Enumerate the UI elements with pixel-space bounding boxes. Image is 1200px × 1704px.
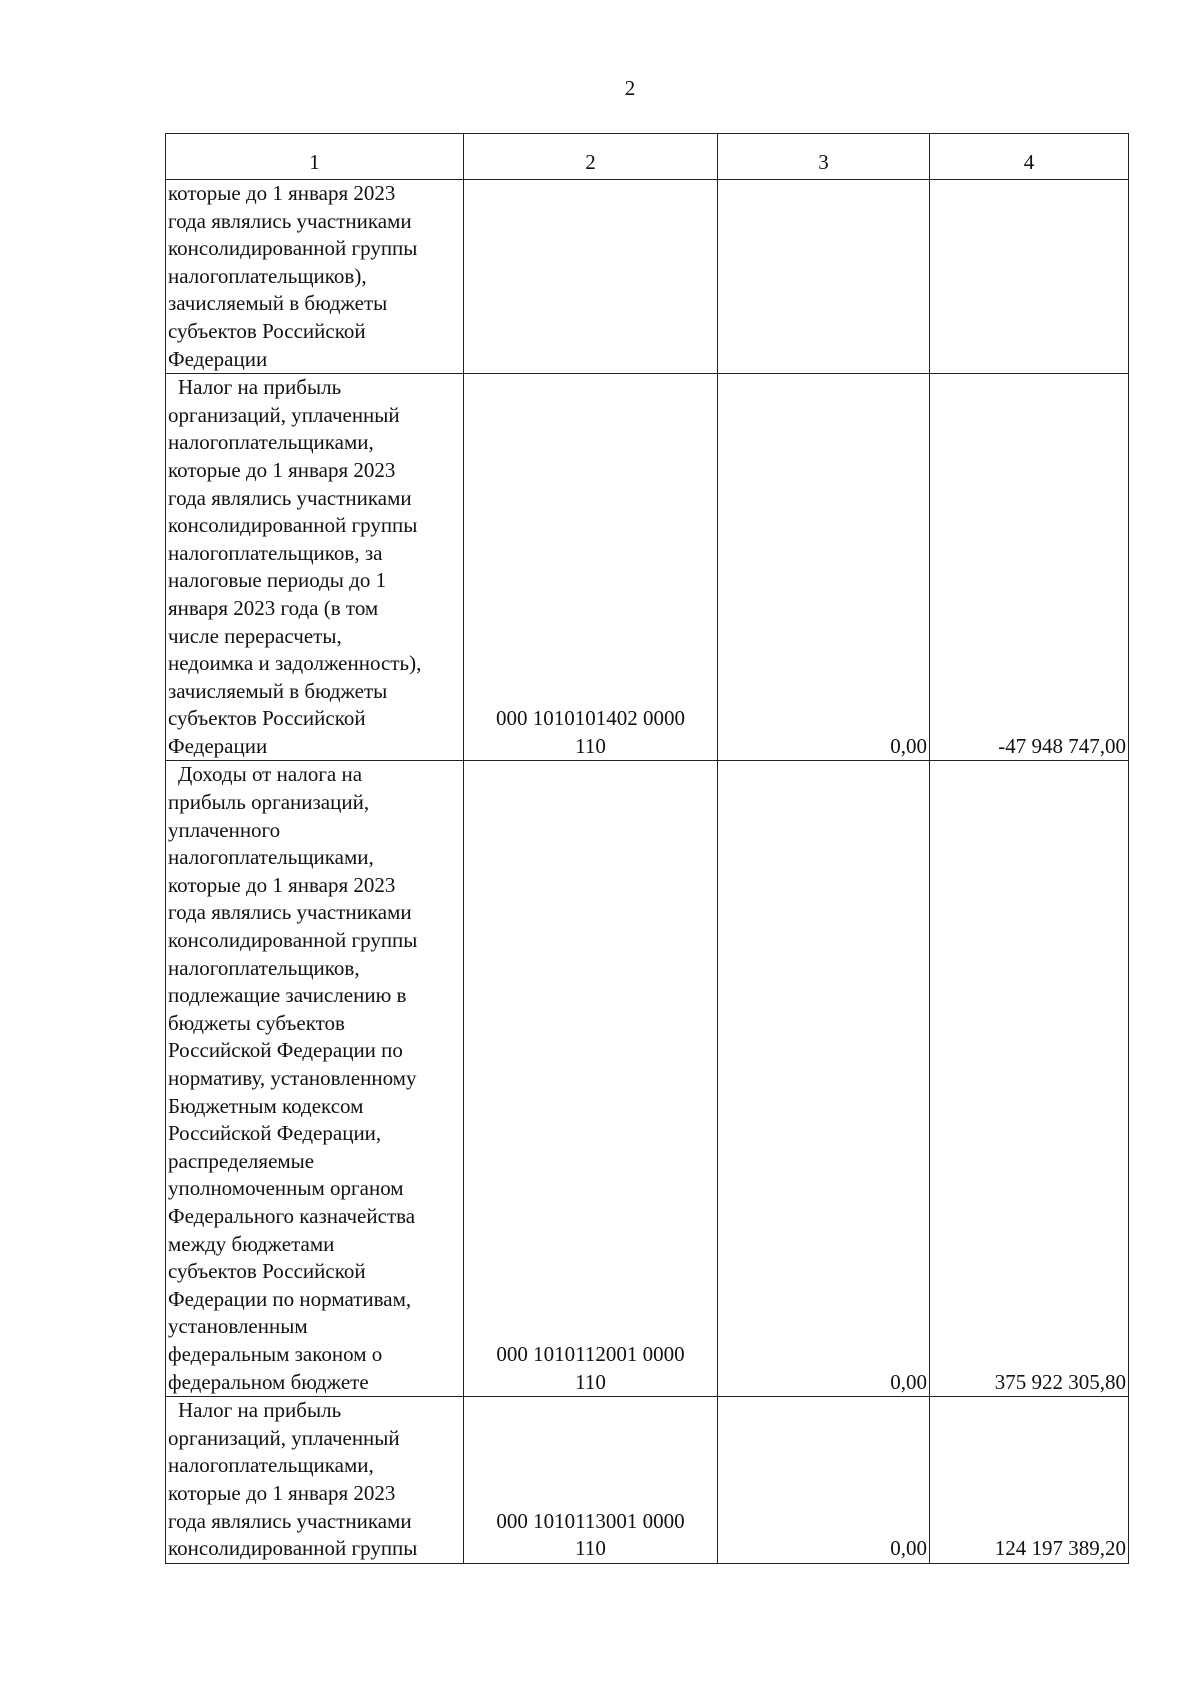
column-header-2: 2 <box>464 134 718 180</box>
column-header-4: 4 <box>930 134 1129 180</box>
row-code: 000 1010101402 0000 110 <box>464 374 718 761</box>
row-description: Доходы от налога на прибыль организаций, уплаченного налогоплательщиками, которые до 1 января 2023 года являлись участниками консолидированной группы налогоплательщиков, подлежащие зачислению в бюджеты субъектов Российской Федерации по нормативу, установленному Бюджетным кодексом Российской Федерации, распределяемые уполномоченным органом Федерального казначейства между бюджетами субъектов Российской Федерации по нормативам, установленным федеральным законом о федеральном бюджете <box>166 761 464 1397</box>
row-code: 000 1010112001 0000 110 <box>464 761 718 1397</box>
table-row <box>166 1397 1129 1564</box>
column-header-3: 3 <box>718 134 930 180</box>
row-description: Налог на прибыль организаций, уплаченный налогоплательщиками, которые до 1 января 2023 года являлись участниками консолидированной группы <box>166 1397 464 1564</box>
row-col4-value: 124 197 389,20 <box>930 1397 1129 1564</box>
header-row <box>166 134 1129 180</box>
row-description: которые до 1 января 2023 года являлись участниками консолидированной группы налогоплательщиков), зачисляемый в бюджеты субъектов Российской Федерации <box>166 180 464 374</box>
row-code <box>464 180 718 374</box>
page-number: 2 <box>624 76 636 100</box>
table-row <box>166 180 1129 374</box>
row-col4-value: -47 948 747,00 <box>930 374 1129 761</box>
row-col3-value <box>718 180 930 374</box>
table-row <box>166 761 1129 1397</box>
table-row <box>166 374 1129 761</box>
row-col4-value: 375 922 305,80 <box>930 761 1129 1397</box>
revenue-table <box>165 133 1129 1564</box>
row-col3-value: 0,00 <box>718 761 930 1397</box>
row-col3-value: 0,00 <box>718 1397 930 1564</box>
column-header-1: 1 <box>166 134 464 180</box>
row-code: 000 1010113001 0000 110 <box>464 1397 718 1564</box>
row-col4-value <box>930 180 1129 374</box>
row-description: Налог на прибыль организаций, уплаченный налогоплательщиками, которые до 1 января 2023 года являлись участниками консолидированной группы налогоплательщиков, за налоговые периоды до 1 января 2023 года (в том числе перерасчеты, недоимка и задолженность), зачисляемый в бюджеты субъектов Российской Федерации <box>166 374 464 761</box>
row-col3-value: 0,00 <box>718 374 930 761</box>
